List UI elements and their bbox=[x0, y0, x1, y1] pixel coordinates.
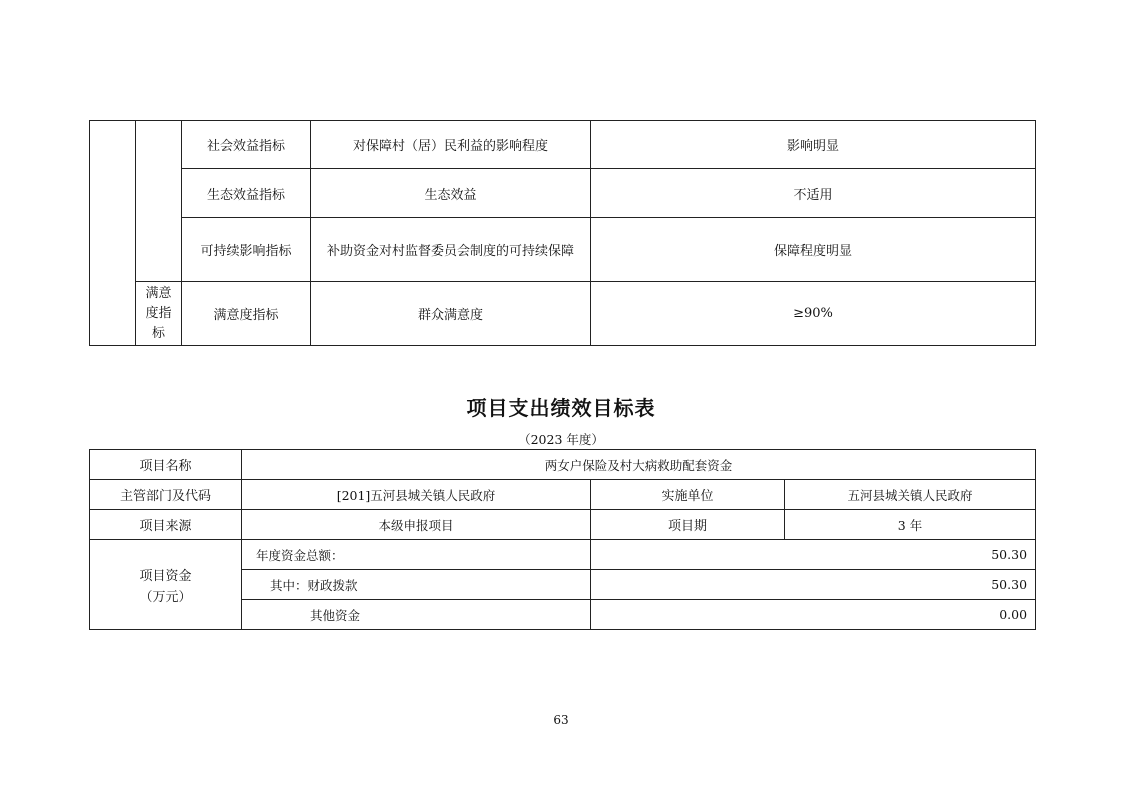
project-funds-unit: （万元） bbox=[139, 589, 192, 605]
indicator-content: 对保障村（居）民利益的影响程度 bbox=[311, 121, 591, 169]
department-label: 主管部门及代码 bbox=[90, 480, 242, 510]
indicator-name: 社会效益指标 bbox=[182, 121, 311, 169]
department-value: [201]五河县城关镇人民政府 bbox=[242, 480, 591, 510]
fiscal-allocation-value: 50.30 bbox=[591, 570, 1036, 600]
second-level-indicator-cell bbox=[136, 121, 182, 282]
project-funds-title: 项目资金 bbox=[139, 568, 192, 584]
other-funds-label: 其他资金 bbox=[242, 600, 591, 630]
indicator-value: ≥90% bbox=[591, 282, 1036, 346]
indicator-value: 不适用 bbox=[591, 169, 1036, 218]
indicator-name: 可持续影响指标 bbox=[182, 218, 311, 282]
project-period-value: 3 年 bbox=[785, 510, 1036, 540]
project-name-label: 项目名称 bbox=[90, 450, 242, 480]
project-name-value: 两女户保险及村大病救助配套资金 bbox=[242, 450, 1036, 480]
indicator-content: 群众满意度 bbox=[311, 282, 591, 346]
page-number: 63 bbox=[553, 713, 569, 727]
annual-total-value: 50.30 bbox=[591, 540, 1036, 570]
indicator-name: 满意度指标 bbox=[182, 282, 311, 346]
project-info-table bbox=[89, 449, 1036, 630]
performance-indicator-table-continued bbox=[89, 120, 1036, 346]
fiscal-year: （2023 年度） bbox=[518, 432, 604, 447]
implementing-unit-label: 实施单位 bbox=[591, 480, 785, 510]
implementing-unit-value: 五河县城关镇人民政府 bbox=[785, 480, 1036, 510]
indicator-value: 影响明显 bbox=[591, 121, 1036, 169]
fiscal-allocation-label: 其中：财政拨款 bbox=[242, 570, 591, 600]
page-title: 项目支出绩效目标表 bbox=[466, 396, 656, 420]
project-source-label: 项目来源 bbox=[90, 510, 242, 540]
indicator-name: 生态效益指标 bbox=[182, 169, 311, 218]
first-level-indicator-cell bbox=[90, 121, 136, 346]
indicator-content: 生态效益 bbox=[311, 169, 591, 218]
project-period-label: 项目期 bbox=[591, 510, 785, 540]
satisfaction-category: 满意度指标 bbox=[136, 282, 182, 346]
project-funds-label bbox=[90, 540, 242, 630]
indicator-content: 补助资金对村监督委员会制度的可持续保障 bbox=[311, 218, 591, 282]
indicator-value: 保障程度明显 bbox=[591, 218, 1036, 282]
annual-total-label: 年度资金总额： bbox=[242, 540, 591, 570]
other-funds-value: 0.00 bbox=[591, 600, 1036, 630]
project-source-value: 本级申报项目 bbox=[242, 510, 591, 540]
